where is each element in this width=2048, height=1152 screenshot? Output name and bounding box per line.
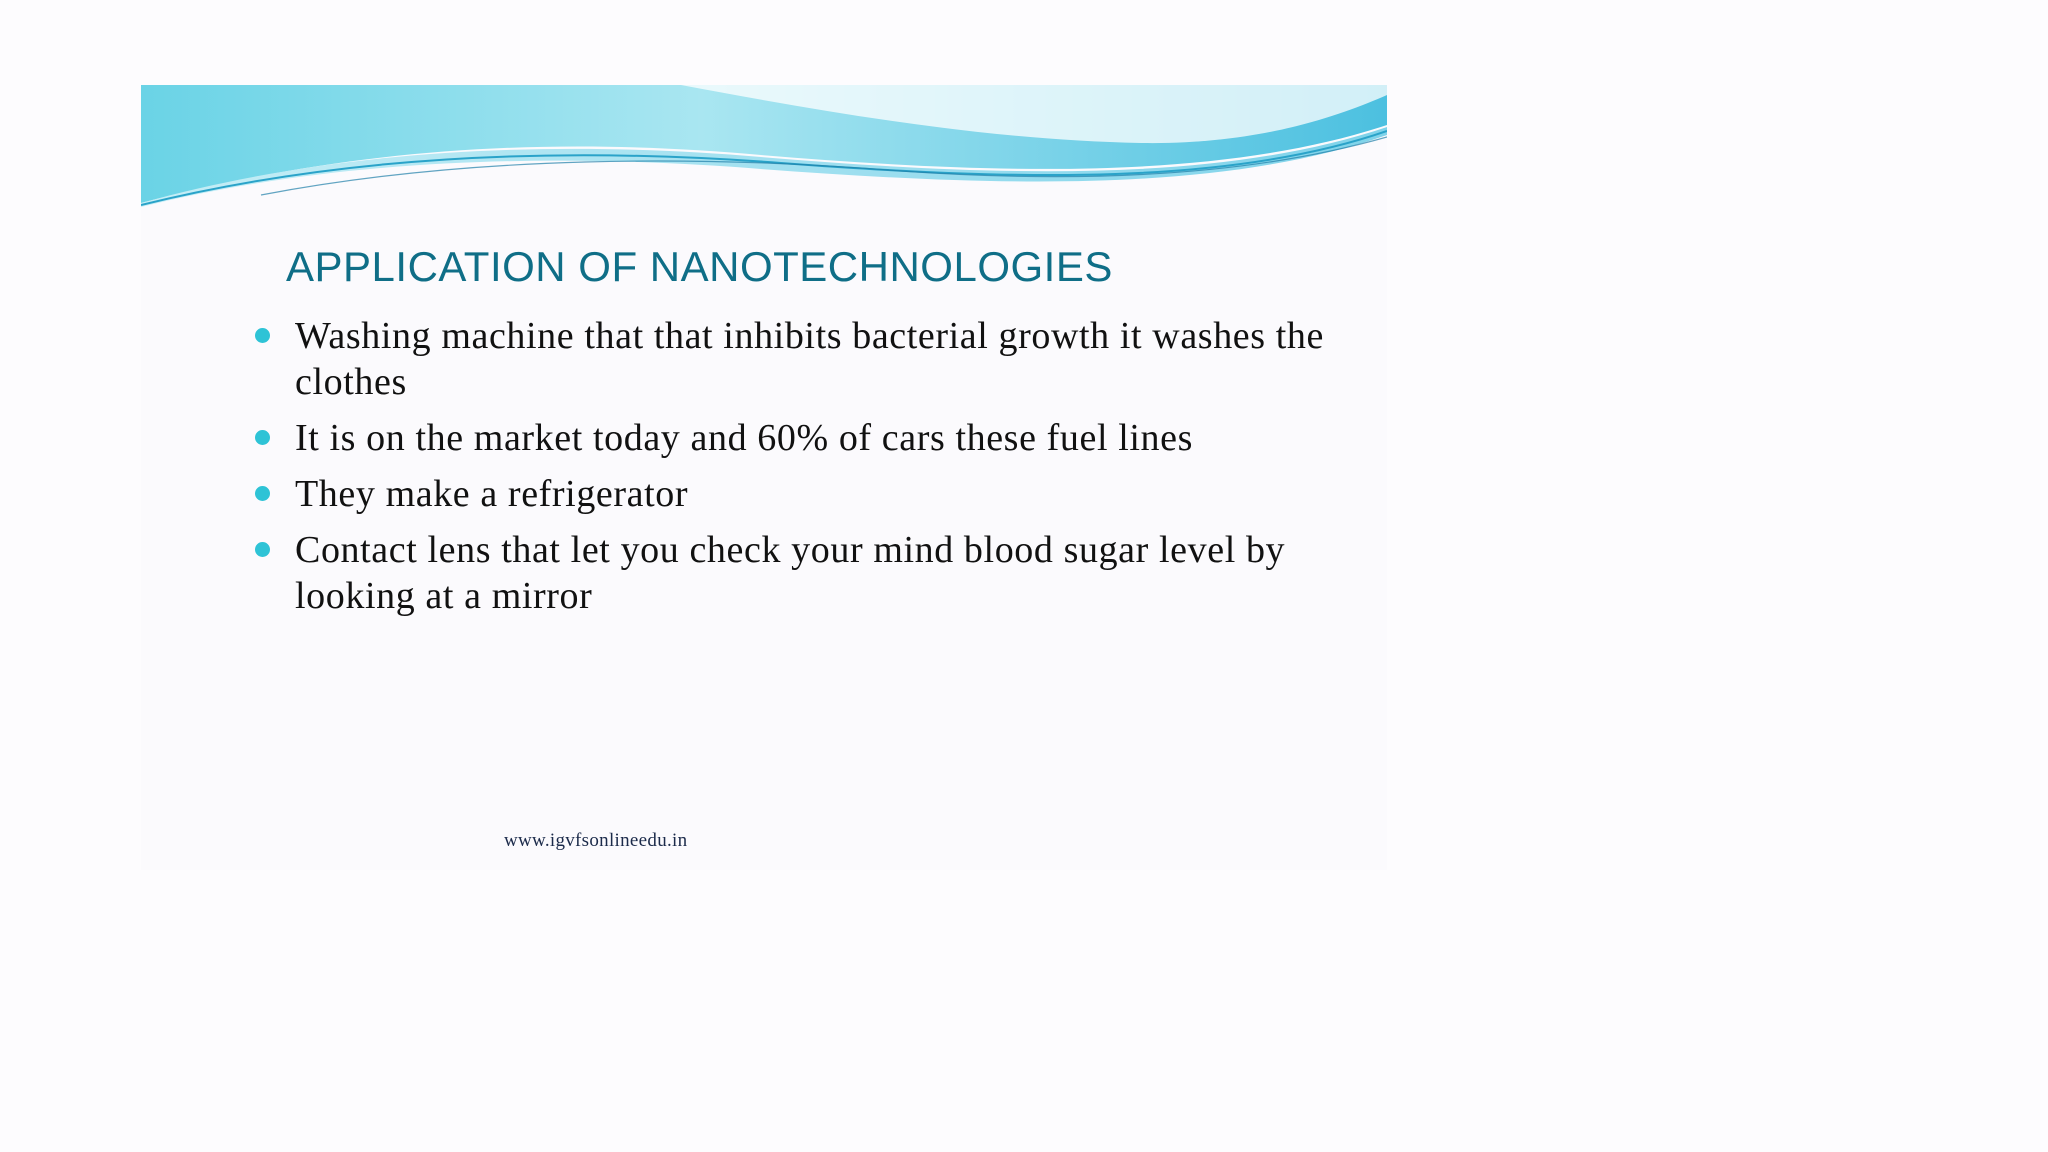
bullet-dot-icon xyxy=(255,328,270,343)
header-wave-decoration xyxy=(141,85,1387,215)
bullet-item xyxy=(253,527,1368,619)
bullet-text: They make a refrigerator xyxy=(295,473,689,515)
bullet-item xyxy=(253,415,1368,461)
bullet-dot-icon xyxy=(255,542,270,557)
bullet-list xyxy=(253,313,1368,629)
bullet-item xyxy=(253,471,1368,517)
slide-title: APPLICATION OF NANOTECHNOLOGIES xyxy=(286,243,1113,290)
bullet-item xyxy=(253,313,1368,405)
bullet-dot-icon xyxy=(255,430,270,445)
bullet-text: It is on the market today and 60% of cars these fuel lines xyxy=(295,417,1193,459)
presentation-slide xyxy=(141,85,1387,870)
footer-website-url: www.igvfsonlineedu.in xyxy=(504,830,688,851)
bullet-dot-icon xyxy=(255,486,270,501)
bullet-text: Contact lens that let you check your mind blood sugar level by looking at a mirror xyxy=(295,529,1286,617)
bullet-text: Washing machine that that inhibits bacterial growth it washes the clothes xyxy=(295,315,1324,403)
